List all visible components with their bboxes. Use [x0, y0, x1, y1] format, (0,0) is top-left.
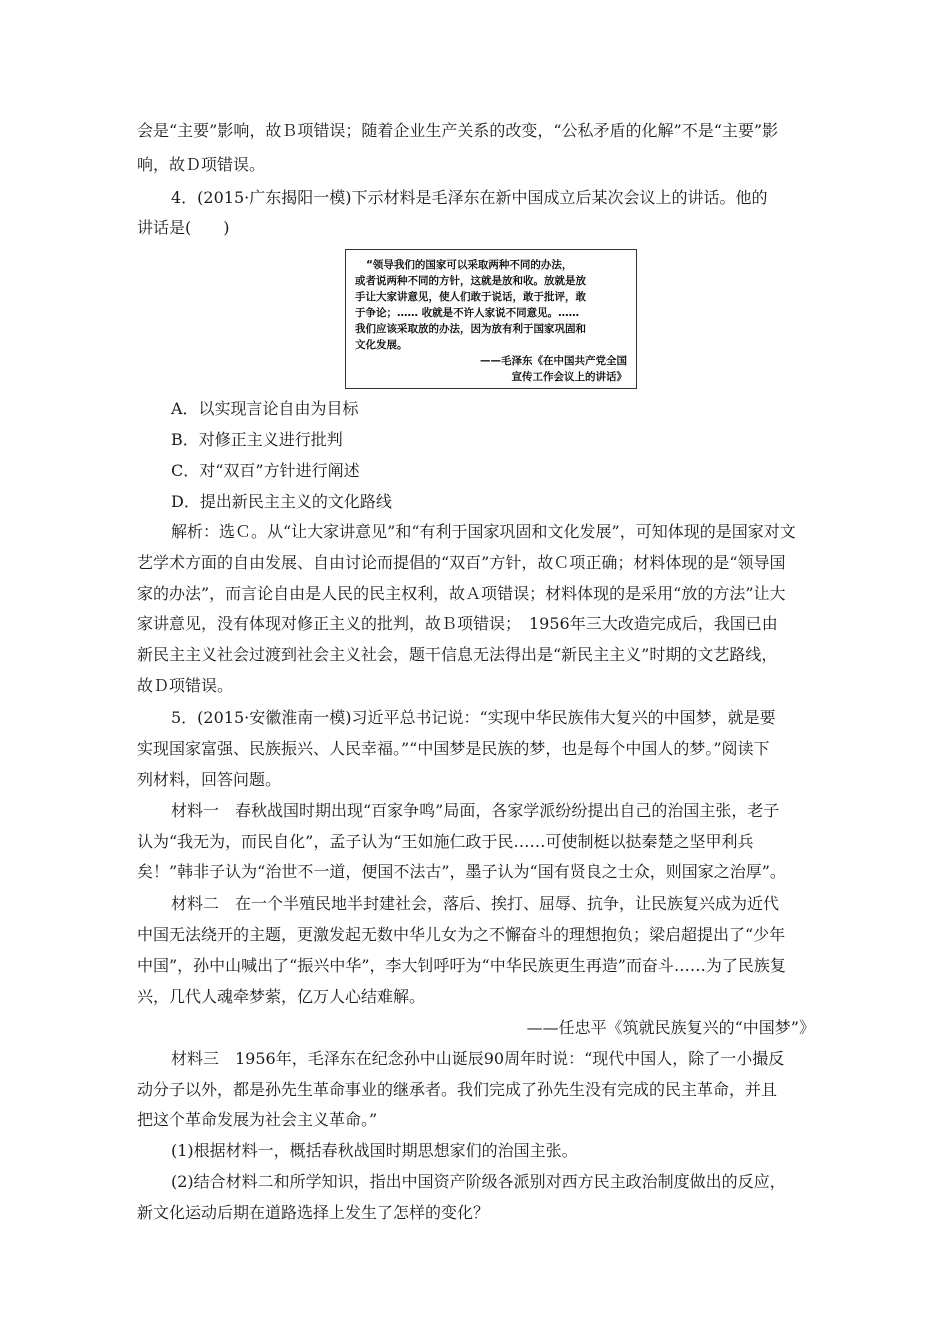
- material-3-line: 动分子以外，都是孙先生革命事业的继承者。我们完成了孙先生没有完成的民主革命，并且: [137, 1080, 778, 1099]
- question-4-stem: 4．(2015·广东揭阳一模)下示材料是毛泽东在新中国成立后某次会议上的讲话。他的: [171, 188, 768, 207]
- quote-source: ——毛泽东《在中国共产党全国: [480, 355, 627, 367]
- question-5-stem: 5．(2015·安徽淮南一模)习近平总书记说：“实现中华民族伟大复兴的中国梦，就是要: [171, 708, 776, 727]
- sub-question-2: 新文化运动后期在道路选择上发生了怎样的变化？: [137, 1203, 490, 1222]
- analysis-line: 家的办法”，而言论自由是人民的民主权利，故Ａ项错误；材料体现的是采用“放的方法”让大: [137, 584, 786, 603]
- analysis-line: 家讲意见，没有体现对修正主义的批判，故Ｂ项错误； 1956年三大改造完成后，我国已由: [137, 614, 778, 633]
- question-5-stem: 列材料，回答问题。: [137, 770, 282, 789]
- material-3-line: 把这个革命发展为社会主义革命。”: [137, 1110, 378, 1129]
- option-d: D．提出新民主主义的文化路线: [171, 492, 392, 511]
- text-line: 会是“主要”影响，故Ｂ项错误；随着企业生产关系的改变，“公私矛盾的化解”不是“主要”影: [137, 121, 779, 140]
- sub-question-2: (2)结合材料二和所学知识，指出中国资产阶级各派别对西方民主政治制度做出的反应，: [171, 1172, 786, 1191]
- material-3-line: 材料三 1956年，毛泽东在纪念孙中山诞辰90周年时说：“现代中国人，除了一小撮反: [171, 1049, 785, 1068]
- material-1-line: 材料一 春秋战国时期出现“百家争鸣”局面，各家学派纷纷提出自己的治国主张，老子: [171, 801, 780, 820]
- material-2-line: 中国无法绕开的主题，更激发起无数中华儿女为之不懈奋斗的理想抱负；梁启超提出了“少年: [137, 925, 786, 944]
- material-2-line: 材料二 在一个半殖民地半封建社会，落后、挨打、屈辱、抗争，让民族复兴成为近代: [171, 894, 780, 913]
- option-c: C．对“双百”方针进行阐述: [171, 461, 360, 480]
- material-2-line: 兴，几代人魂牵梦萦，亿万人心结难解。: [137, 987, 426, 1006]
- quote-source: 宣传工作会议上的讲话》: [511, 371, 627, 383]
- material-2-source: ——任忠平《筑就民族复兴的“中国梦”》: [526, 1018, 815, 1037]
- question-4-stem: 讲话是( ): [137, 218, 230, 237]
- analysis-line: 新民主主义社会过渡到社会主义社会，题干信息无法得出是“新民主主义”时期的文艺路线，: [137, 645, 778, 664]
- text-line: 响，故Ｄ项错误。: [137, 155, 266, 174]
- quote-line: 或者说两种不同的方针，这就是放和收。放就是放: [355, 275, 586, 287]
- analysis-line: 解析：选Ｃ。从“让大家讲意见”和“有利于国家巩固和文化发展”，可知体现的是国家对文: [171, 522, 796, 541]
- sub-question-1: (1)根据材料一，概括春秋战国时期思想家们的治国主张。: [171, 1141, 578, 1160]
- quote-line: “领导我们的国家可以采取两种不同的办法，: [366, 259, 573, 271]
- material-1-line: 矣！”韩非子认为“治世不一道，便国不法古”，墨子认为“国有贤良之士众，则国家之治厚”。: [137, 862, 786, 881]
- option-b: B．对修正主义进行批判: [171, 430, 343, 449]
- analysis-line: 故Ｄ项错误。: [137, 676, 234, 695]
- quote-line: 文化发展。: [355, 339, 408, 351]
- quote-line: 于争论；…… 收就是不许人家说不同意见。……: [355, 307, 580, 319]
- quote-line: 手让大家讲意见，使人们敢于说话，敢于批评，敢: [355, 291, 586, 303]
- material-1-line: 认为“我无为，而民自化”，孟子认为“王如施仁政于民……可使制梃以挞秦楚之坚甲利兵: [137, 832, 754, 851]
- material-2-line: 中国”，孙中山喊出了“振兴中华”，李大钊呼吁为“中华民族更生再造”而奋斗……为了民族复: [137, 956, 786, 975]
- option-a: A．以实现言论自由为目标: [171, 399, 359, 418]
- quote-line: 我们应该采取放的办法，因为放有利于国家巩固和: [355, 323, 586, 335]
- quote-box: [345, 249, 637, 389]
- analysis-line: 艺学术方面的自由发展、自由讨论而提倡的“双百”方针，故Ｃ项正确；材料体现的是“领导国: [137, 553, 786, 572]
- question-5-stem: 实现国家富强、民族振兴、人民幸福。”“中国梦是民族的梦，也是每个中国人的梦。”阅读下: [137, 739, 770, 758]
